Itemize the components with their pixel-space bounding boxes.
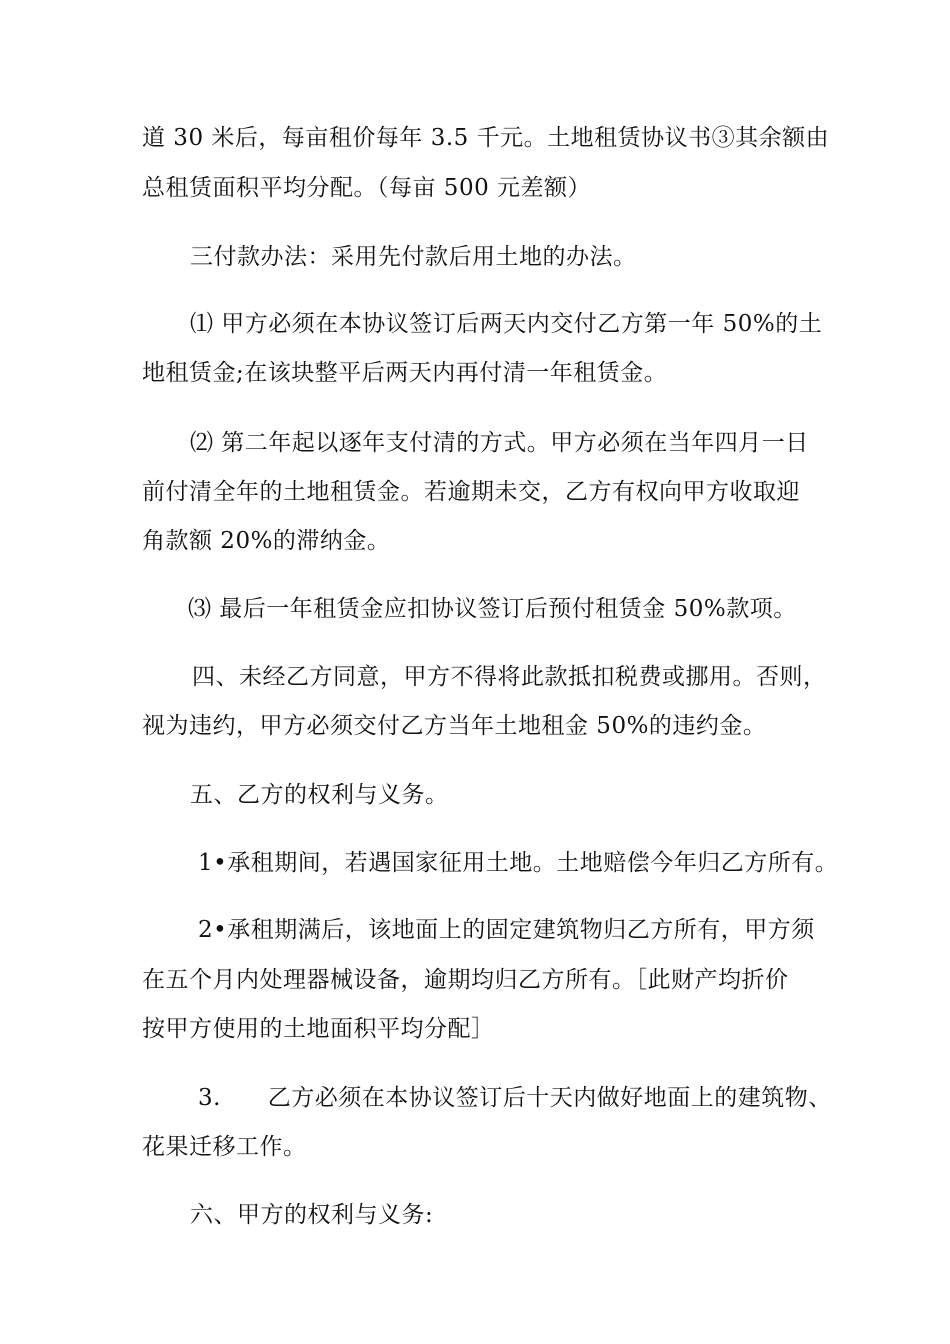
text-line: ⑴ 甲方必须在本协议签订后两天内交付乙方第一年 50%的土 bbox=[190, 311, 823, 337]
text-line: 六、甲方的权利与义务: bbox=[190, 1202, 434, 1228]
text-line: 视为违约，甲方必须交付乙方当年土地租金 50%的违约金。 bbox=[142, 713, 767, 739]
text-line: 2•承租期满后，该地面上的固定建筑物归乙方所有，甲方须 bbox=[198, 917, 815, 943]
text-line: 道 30 米后，每亩租价每年 3.5 千元。土地租赁协议书③其余额由 bbox=[142, 125, 830, 151]
text-line: 地租赁金;在该块整平后两天内再付清一年租赁金。 bbox=[142, 360, 668, 386]
text-line: ⑶ 最后一年租赁金应扣协议签订后预付租赁金 50%款项。 bbox=[188, 596, 797, 622]
text-line: 在五个月内处理器械设备，逾期均归乙方所有。［此财产均折价 bbox=[142, 967, 789, 993]
text-line: 五、乙方的权利与义务。 bbox=[190, 782, 449, 808]
text-line: 1•承租期间，若遇国家征用土地。土地赔偿今年归乙方所有。 bbox=[198, 850, 839, 876]
text-line: 总租赁面积平均分配。（每亩 500 元差额） bbox=[142, 175, 592, 201]
text-line: 三付款办法：采用先付款后用土地的办法。 bbox=[190, 244, 637, 270]
text-line: 角款额 20%的滞纳金。 bbox=[142, 528, 391, 554]
text-line: 按甲方使用的土地面积平均分配］ bbox=[142, 1016, 495, 1042]
text-line: 花果迁移工作。 bbox=[142, 1134, 307, 1160]
text-line: 3. 乙方必须在本协议签订后十天内做好地面上的建筑物、 bbox=[198, 1085, 832, 1111]
text-line: 前付清全年的土地租赁金。若逾期未交，乙方有权向甲方收取迎 bbox=[142, 479, 800, 505]
text-line: 四、未经乙方同意，甲方不得将此款抵扣税费或挪用。否则， bbox=[192, 664, 827, 690]
text-line: ⑵ 第二年起以逐年支付清的方式。甲方必须在当年四月一日 bbox=[190, 430, 809, 456]
